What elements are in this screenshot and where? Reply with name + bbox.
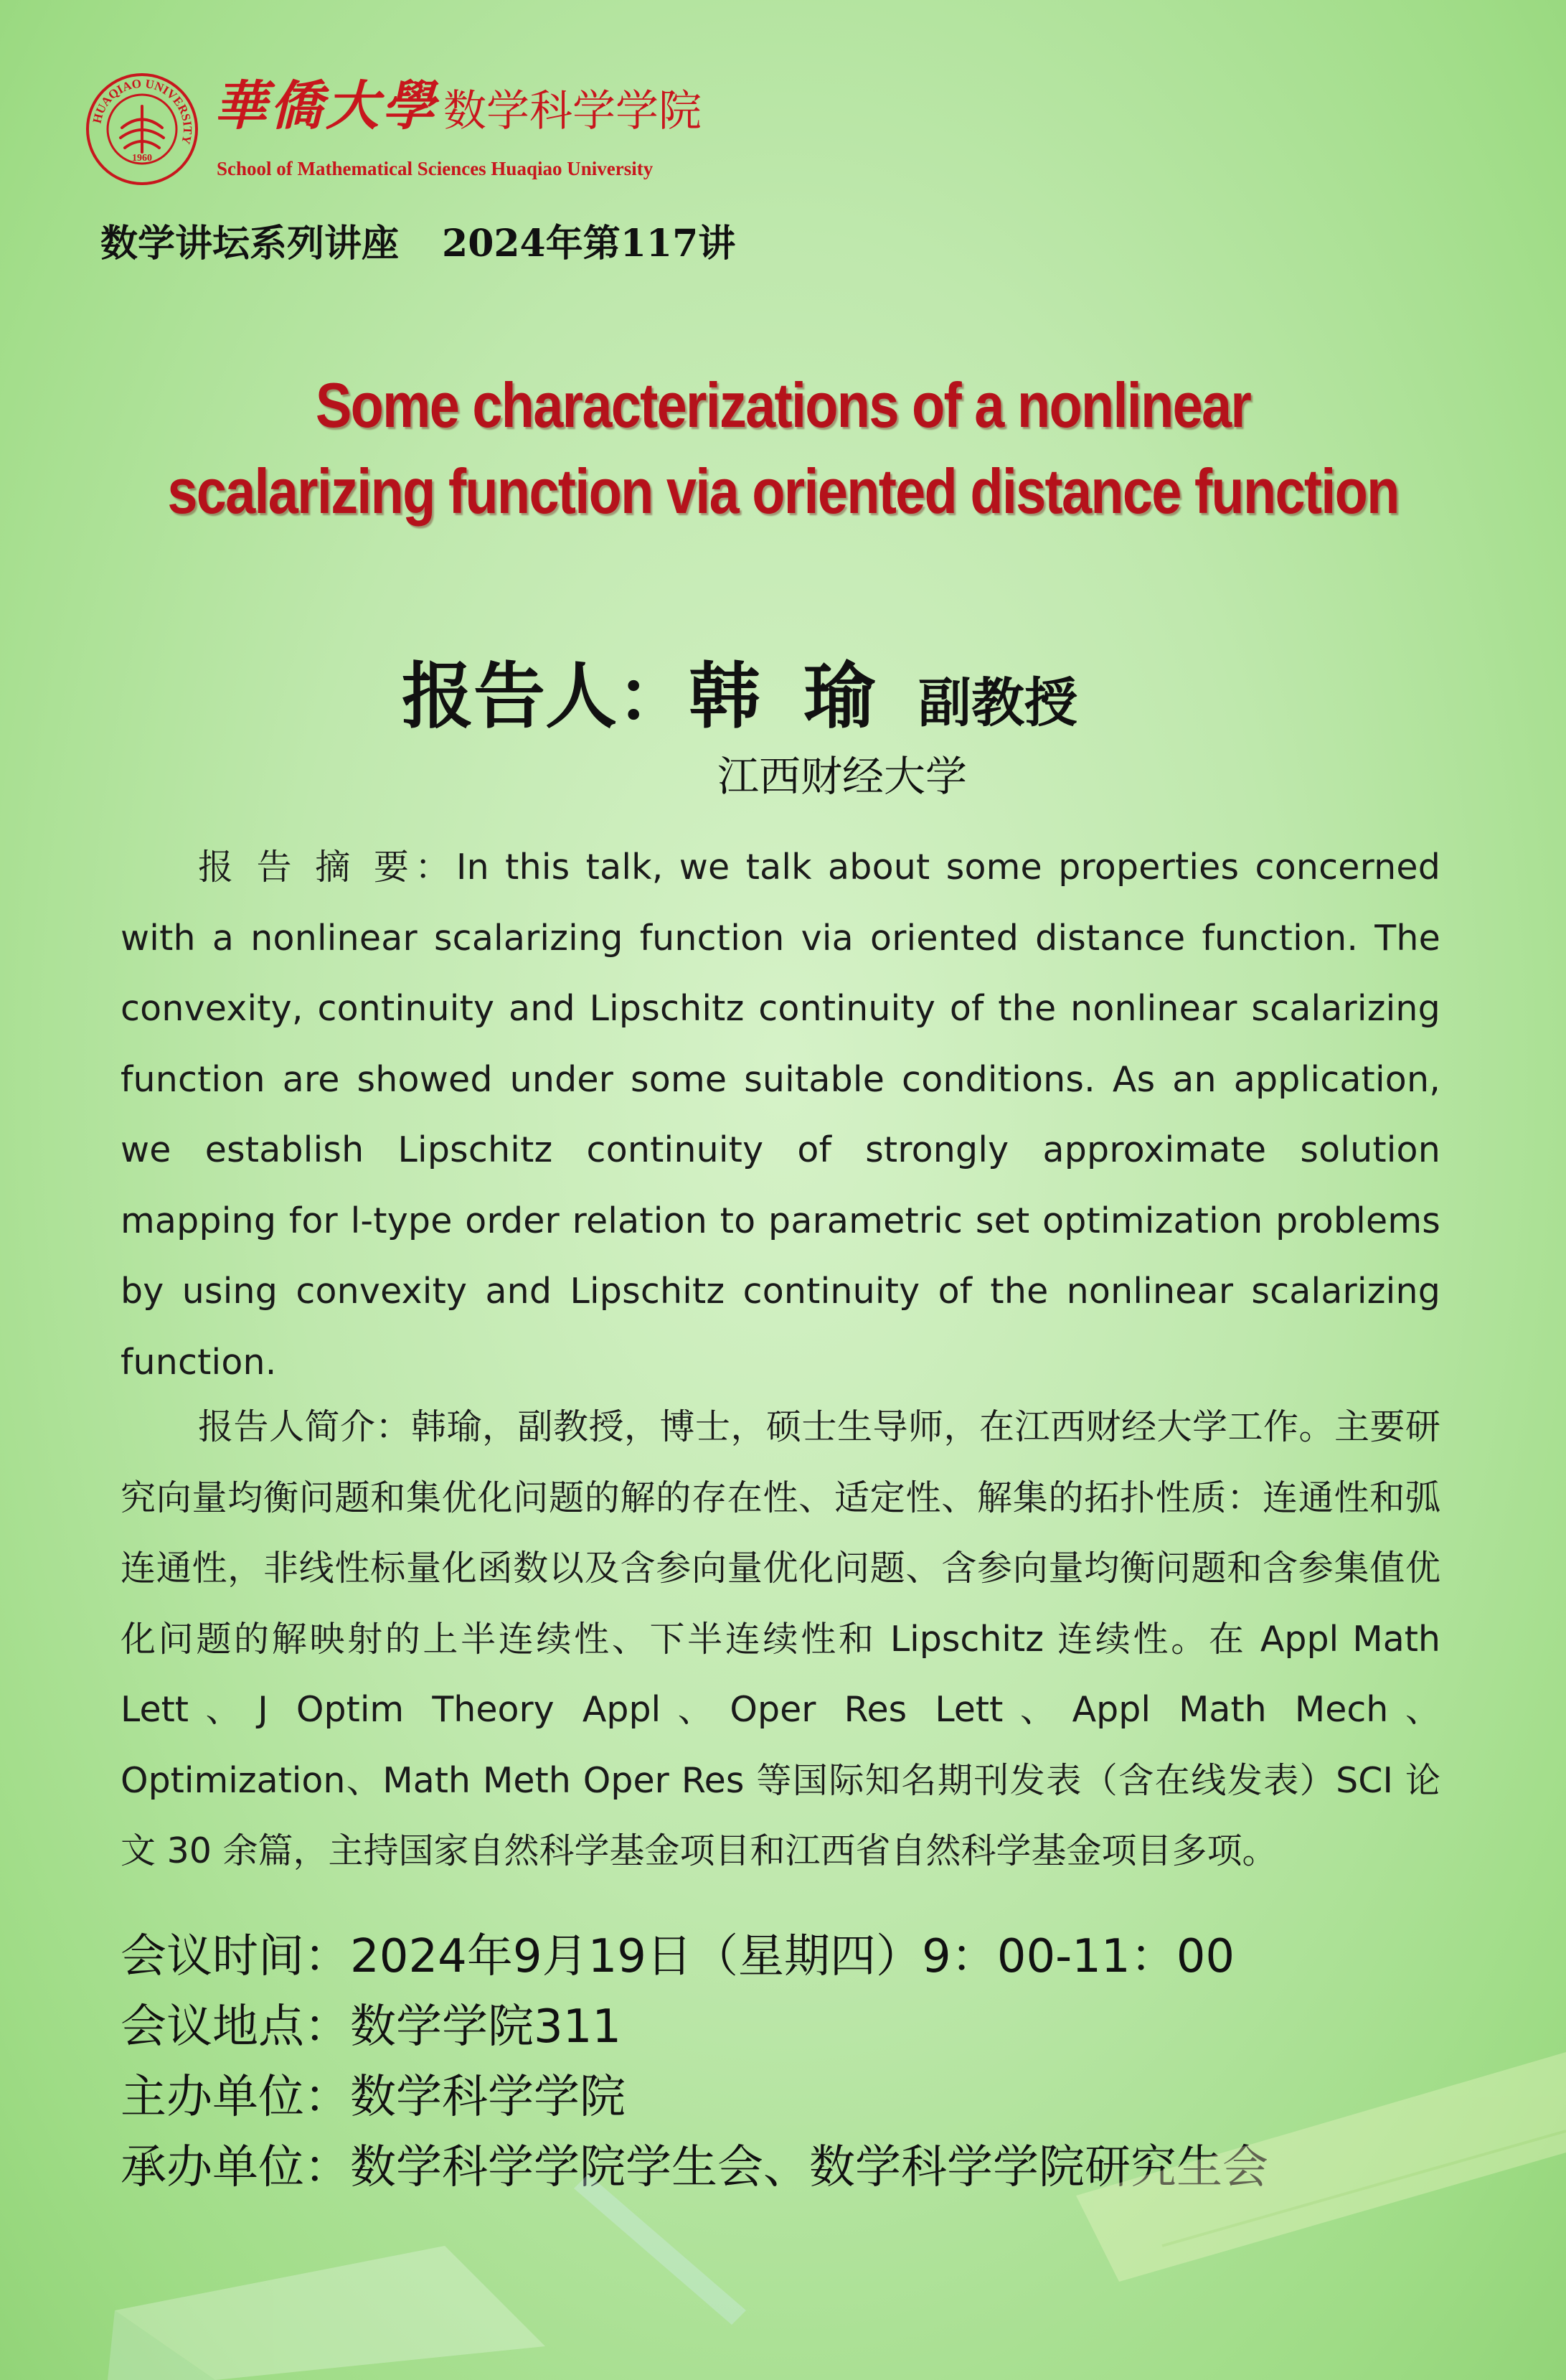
- bio-paragraph: [121, 1392, 1440, 1887]
- series-name: 数学讲坛系列讲座: [100, 222, 400, 265]
- meeting-organizer-label: 承办单位：: [121, 2141, 350, 2194]
- lecture-series: [100, 219, 735, 269]
- university-name-cn: 華僑大學: [214, 75, 438, 137]
- speaker-label: 报告人：: [402, 654, 689, 738]
- meeting-organizer-row: [121, 2132, 1268, 2203]
- abstract-text: In this talk, we talk about some properties concerned with a nonlinear scalarizing function via oriented distance function. The convexity, continuity and Lipschitz continuity of the nonlinear scalarizing function are showed under some suitable conditions. As an application, we establish Lipschitz continuity of strongly approximate solution mapping for l-type order relation to parametric set optimization problems by using convexity and Lipschitz continuity of the nonlinear scalarizing function.: [121, 847, 1441, 1383]
- speaker-affiliation: 江西财经大学: [717, 752, 968, 801]
- university-seal-logo: [85, 72, 199, 187]
- book-icon: [108, 2246, 545, 2380]
- logo-ring-text: HUAQIAO UNIVERSITY: [90, 76, 195, 146]
- talk-title: [165, 362, 1401, 535]
- bio-text: 韩瑜，副教授，博士，硕士生导师，在江西财经大学工作。主要研究向量均衡问题和集优化问题的解的存在性、适定性、解集的拓扑性质：连通性和弧连通性，非线性标量化函数以及含参向量优化问题、含参向量均衡问题和含参集值优化问题的解映射的上半连续性、下半连续性和 Lipschitz 连续性。在 Appl Math Lett、J Optim Theory Appl、Oper Res Lett、Appl Math Mech、Optimization、Math Meth Oper Res 等国际知名期刊发表（含在线发表）SCI 论文 30 余篇，主持国家自然科学基金项目和江西省自然科学基金项目多项。: [121, 1406, 1440, 1871]
- abstract-label: 报 告 摘 要：: [198, 847, 456, 888]
- meeting-host-value: 数学科学学院: [350, 2071, 626, 2124]
- speaker-rank: 副教授: [918, 672, 1077, 734]
- meeting-place-label: 会议地点：: [121, 2000, 350, 2054]
- abstract-paragraph: [121, 832, 1440, 1398]
- meeting-host-row: [121, 2062, 1268, 2132]
- school-name-cn: 数学科学学院: [443, 86, 702, 136]
- meeting-host-label: 主办单位：: [121, 2071, 350, 2124]
- series-number: 2024年第117讲: [442, 222, 736, 265]
- speaker-line: [402, 639, 1077, 742]
- meeting-place-row: [121, 1992, 1268, 2062]
- meeting-time-value: 2024年9月19日（星期四）9：00-11：00: [350, 1930, 1235, 1983]
- meeting-time-label: 会议时间：: [121, 1930, 350, 1983]
- school-name-en: School of Mathematical Sciences Huaqiao University: [217, 158, 654, 179]
- bio-label: 报告人简介：: [198, 1406, 411, 1447]
- meeting-organizer-value: 数学科学学院学生会、数学科学学院研究生会: [350, 2141, 1268, 2194]
- meeting-info: [121, 1922, 1268, 2203]
- speaker-name: 韩瑜: [689, 654, 918, 738]
- meeting-place-value: 数学学院311: [350, 2000, 622, 2054]
- talk-title-line-2: scalarizing function via oriented distance function: [167, 456, 1399, 527]
- talk-title-line-1: Some characterizations of a nonlinear: [315, 370, 1251, 441]
- logo-year: 1960: [132, 153, 152, 164]
- meeting-time-row: [121, 1922, 1268, 1992]
